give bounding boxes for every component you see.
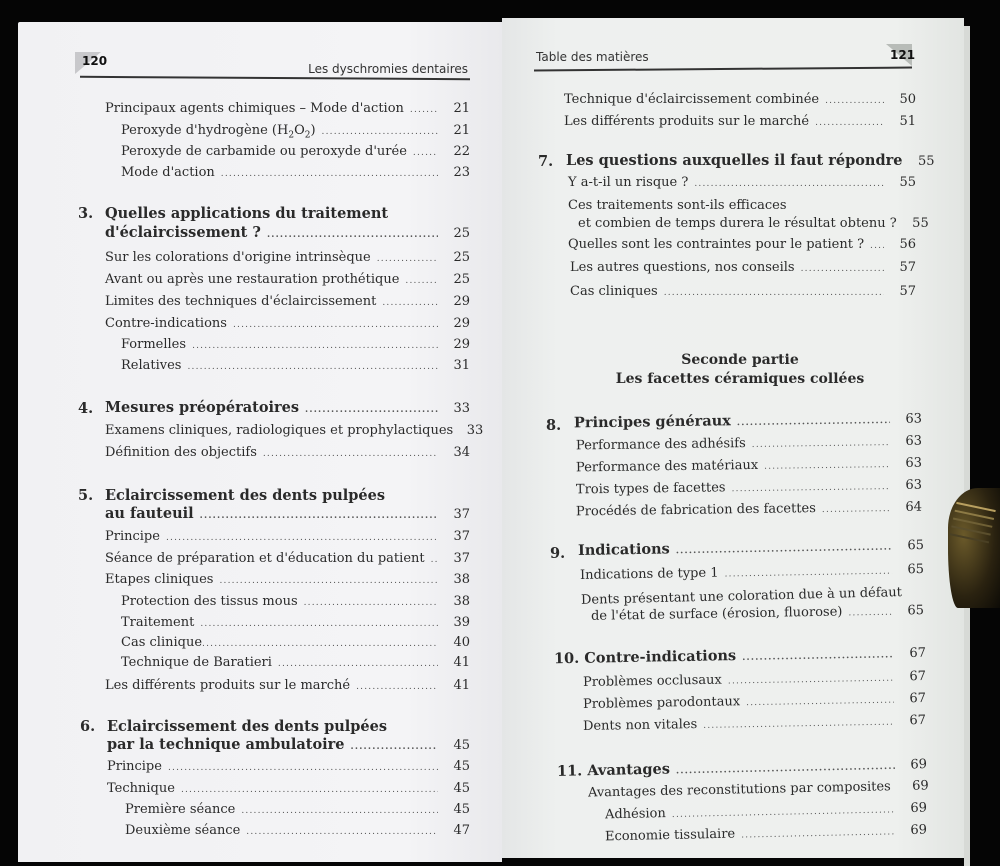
entry-label: Deuxième séance <box>125 823 240 839</box>
chapter-number: 7. <box>538 153 553 170</box>
dot-leader <box>181 782 438 798</box>
toc-entry[interactable] <box>583 669 926 692</box>
toc-entry[interactable] <box>105 678 470 695</box>
toc-entry[interactable] <box>121 615 470 632</box>
dot-leader <box>278 656 438 672</box>
entry-label: Cas cliniques <box>570 284 658 300</box>
toc-entry[interactable] <box>578 216 916 233</box>
entry-label: Economie tissulaire <box>605 827 735 846</box>
chapter-number: 8. <box>546 417 561 434</box>
page-ref: 25 <box>444 226 470 242</box>
dot-leader <box>731 479 890 497</box>
toc-entry[interactable] <box>121 123 470 144</box>
page-ref: 21 <box>444 101 470 117</box>
toc-entry[interactable] <box>121 358 470 375</box>
entry-label: Avant ou après une restauration prothétique <box>105 272 399 288</box>
entry-label: Traitement <box>121 615 194 631</box>
toc-entry[interactable] <box>121 144 470 161</box>
chapter-title: Quelles applications du traitement <box>105 205 388 222</box>
page-ref: 25 <box>444 250 470 266</box>
entry-label: Relatives <box>121 358 181 374</box>
part-heading: Seconde partie <box>590 352 890 368</box>
dot-leader <box>672 802 895 823</box>
entry-label: Formelles <box>121 337 186 353</box>
entry-label: Principe <box>107 759 162 775</box>
page-ref: 55 <box>890 175 916 191</box>
chapter-number: 4. <box>78 400 93 417</box>
entry-label: Performance des adhésifs <box>576 436 746 454</box>
page-ref: 29 <box>444 337 470 353</box>
page-ref: 25 <box>444 272 470 288</box>
page-ref: 37 <box>444 529 470 545</box>
dot-leader <box>801 261 884 277</box>
toc-entry[interactable] <box>591 603 924 626</box>
page-ref: 51 <box>890 114 916 130</box>
dot-leader <box>263 446 438 462</box>
toc-chapter[interactable] <box>574 411 922 434</box>
toc-entry[interactable] <box>570 260 916 277</box>
toc-entry[interactable] <box>580 562 924 585</box>
page-edge <box>964 26 970 866</box>
entry-label: Protection des tissus mous <box>121 594 298 610</box>
page-ref: 37 <box>444 507 470 523</box>
dot-leader <box>322 124 438 140</box>
chapter-number: 6. <box>80 718 95 735</box>
toc-entry[interactable] <box>568 237 916 254</box>
page-ref: 50 <box>890 92 916 108</box>
dot-leader <box>304 595 438 611</box>
page-ref: 64 <box>896 500 922 516</box>
dot-leader <box>431 552 438 568</box>
running-title: Les dyschromies dentaires <box>308 62 468 76</box>
header-rule <box>80 76 470 80</box>
dot-leader <box>741 824 895 843</box>
toc-entry[interactable] <box>121 165 470 182</box>
toc-entry[interactable] <box>576 456 922 478</box>
entry-label: Indications de type 1 <box>580 566 719 584</box>
toc-chapter[interactable] <box>105 400 470 418</box>
dot-leader <box>676 759 895 780</box>
page-ref: 39 <box>444 615 470 631</box>
page-ref: 67 <box>900 669 926 685</box>
chapter-title: Eclaircissement des dents pulpées <box>105 487 385 504</box>
toc-entry[interactable] <box>105 294 470 311</box>
page-ref: 69 <box>901 823 927 840</box>
dot-leader <box>410 102 438 118</box>
dot-leader <box>724 564 892 583</box>
entry-label: Dents non vitales <box>583 717 697 735</box>
page-ref: 40 <box>444 635 470 651</box>
header-rule <box>534 67 912 71</box>
bookmark-clip <box>948 488 1000 608</box>
page-ref: 57 <box>890 284 916 300</box>
toc-entry[interactable] <box>105 272 470 289</box>
dot-leader <box>305 402 438 418</box>
dot-leader <box>664 285 884 301</box>
toc-chapter[interactable] <box>107 737 470 755</box>
toc-entry[interactable] <box>568 175 916 192</box>
page-ref: 65 <box>898 562 924 578</box>
dot-leader <box>848 605 892 622</box>
entry-label: au fauteuil <box>105 506 194 522</box>
dot-leader <box>825 93 884 109</box>
entry-label: Sur les colorations d'origine intrinsèque <box>105 250 371 266</box>
dot-leader <box>377 251 438 267</box>
page-ref: 45 <box>444 802 470 818</box>
page-ref: 63 <box>896 478 922 494</box>
entry-label: Première séance <box>125 802 235 818</box>
entry-label: Limites des techniques d'éclaircissement <box>105 294 376 310</box>
page-ref: 21 <box>444 123 470 139</box>
dot-leader <box>413 145 438 161</box>
chapter-number: 5. <box>78 487 93 504</box>
toc-entry[interactable] <box>105 551 470 568</box>
entry-label: Indications <box>578 541 670 559</box>
entry-label: Mesures préopératoires <box>105 400 299 416</box>
toc-chapter[interactable] <box>557 756 927 782</box>
page-number: 121 <box>890 48 915 62</box>
page-ref: 56 <box>890 237 916 253</box>
toc-entry[interactable] <box>570 284 916 301</box>
dot-leader <box>742 647 894 666</box>
entry-label: Les différents produits sur le marché <box>105 678 350 694</box>
toc-entry[interactable] <box>576 478 922 500</box>
dot-leader <box>703 715 894 734</box>
page-ref: 69 <box>901 757 927 774</box>
dot-leader <box>241 803 438 819</box>
page-ref: 47 <box>444 823 470 839</box>
entry-label: Peroxyde de carbamide ou peroxyde d'urée <box>121 144 407 160</box>
dot-leader <box>746 693 894 712</box>
toc-entry[interactable] <box>121 655 470 672</box>
toc-entry[interactable] <box>583 691 926 714</box>
dot-leader <box>356 679 438 695</box>
dot-leader <box>676 540 892 560</box>
dot-leader <box>187 359 438 375</box>
toc-entry-line1: Dents présentant une coloration due à un défaut <box>581 585 902 608</box>
toc-entry[interactable] <box>121 635 470 652</box>
dot-leader <box>200 616 438 632</box>
entry-label: Adhésion <box>605 806 666 823</box>
chapter-number: 9. <box>550 545 565 562</box>
entry-label: et combien de temps durera le résultat obtenu ? <box>578 216 897 232</box>
toc-chapter[interactable] <box>566 153 916 171</box>
toc-entry[interactable] <box>583 713 926 736</box>
dot-leader <box>351 739 438 755</box>
entry-label: Les questions auxquelles il faut répondre <box>566 153 902 169</box>
entry-label: par la technique ambulatoire <box>107 737 345 753</box>
entry-label: Les différents produits sur le marché <box>564 114 809 130</box>
dot-leader <box>192 338 438 354</box>
toc-entry-line1: Ces traitements sont-ils efficaces <box>568 198 787 213</box>
page-ref: 55 <box>908 154 934 170</box>
page-ref: 63 <box>896 412 922 428</box>
toc-entry[interactable] <box>105 423 470 440</box>
entry-label: Problèmes parodontaux <box>583 694 740 713</box>
entry-label: Mode d'action <box>121 165 215 181</box>
entry-label: d'éclaircissement ? <box>105 225 261 241</box>
dot-leader <box>267 227 438 243</box>
dot-leader <box>168 760 438 776</box>
dot-leader <box>752 435 890 453</box>
toc-entry[interactable] <box>125 823 470 840</box>
toc-entry[interactable] <box>588 778 927 802</box>
page-ref: 55 <box>903 216 929 232</box>
entry-label: 11. Avantages <box>557 762 670 780</box>
toc-entry[interactable] <box>105 101 470 118</box>
page-ref: 22 <box>444 144 470 160</box>
page-ref: 67 <box>900 713 926 729</box>
entry-label: de l'état de surface (érosion, fluorose) <box>591 605 843 625</box>
entry-label: Quelles sont les contraintes pour le patient ? <box>568 237 864 253</box>
dot-leader <box>728 671 894 690</box>
toc-entry[interactable] <box>121 594 470 611</box>
dot-leader <box>221 166 438 182</box>
dot-leader <box>219 573 438 589</box>
entry-label: Technique <box>107 781 175 797</box>
page-ref: 65 <box>898 538 924 554</box>
dot-leader <box>822 501 890 518</box>
toc-entry[interactable] <box>121 337 470 354</box>
page-ref: 45 <box>444 738 470 754</box>
entry-label: 10. Contre-indications <box>554 648 736 667</box>
entry-label: Trois types de facettes <box>576 480 726 498</box>
page-ref: 41 <box>444 655 470 671</box>
entry-label: Séance de préparation et d'éducation du patient <box>105 551 425 567</box>
entry-label: Etapes cliniques <box>105 572 213 588</box>
dot-leader <box>382 295 438 311</box>
running-title: Table des matières <box>536 50 649 64</box>
page-ref: 63 <box>896 434 922 450</box>
toc-entry[interactable] <box>107 781 470 798</box>
chapter-number: 10. <box>554 650 580 667</box>
page-ref: 29 <box>444 294 470 310</box>
toc-entry[interactable] <box>576 500 922 522</box>
chapter-number: 3. <box>78 205 93 222</box>
toc-chapter[interactable] <box>578 537 924 561</box>
entry-label: Performance des matériaux <box>576 458 758 477</box>
toc-entry[interactable] <box>105 572 470 589</box>
entry-label: Cas clinique <box>121 635 202 651</box>
page-ref: 33 <box>457 423 483 439</box>
chapter-number: 11. <box>557 762 583 780</box>
entry-label: Procédés de fabrication des facettes <box>576 501 816 520</box>
page-ref: 41 <box>444 678 470 694</box>
entry-label: Technique d'éclaircissement combinée <box>564 92 819 108</box>
toc-entry[interactable] <box>105 316 470 333</box>
page-ref: 45 <box>444 759 470 775</box>
toc-entry[interactable] <box>576 434 922 456</box>
left-page <box>18 22 502 862</box>
toc-entry[interactable] <box>564 114 916 131</box>
entry-label: Définition des objectifs <box>105 445 257 461</box>
toc-entry[interactable] <box>105 445 470 462</box>
page-ref: 57 <box>890 260 916 276</box>
page-ref: 29 <box>444 316 470 332</box>
toc-entry[interactable] <box>564 92 916 109</box>
dot-leader <box>737 413 890 431</box>
right-page <box>502 18 964 858</box>
page-ref: 67 <box>900 691 926 707</box>
page-ref: 38 <box>444 572 470 588</box>
page-ref: 38 <box>444 594 470 610</box>
toc-chapter[interactable] <box>105 225 470 243</box>
chapter-title: Eclaircissement des dents pulpées <box>107 718 387 735</box>
toc-chapter[interactable] <box>105 506 470 524</box>
entry-label: Principaux agents chimiques – Mode d'action <box>105 101 404 117</box>
dot-leader <box>764 457 890 475</box>
entry-label: Avantages des reconstitutions par composites <box>588 779 891 801</box>
entry-label: Problèmes occlusaux <box>583 673 722 691</box>
page-ref: 33 <box>444 401 470 417</box>
dot-leader <box>246 824 438 840</box>
dot-leader <box>233 317 438 333</box>
page-ref: 31 <box>444 358 470 374</box>
dot-leader <box>405 273 438 289</box>
toc-entry[interactable] <box>107 759 470 776</box>
page-ref: 69 <box>903 778 929 795</box>
page-ref: 69 <box>901 801 927 818</box>
dot-leader <box>166 530 438 546</box>
toc-chapter[interactable] <box>554 645 926 669</box>
toc-entry[interactable] <box>605 823 927 847</box>
page-ref: 63 <box>896 456 922 472</box>
page-ref: 45 <box>444 781 470 797</box>
page-ref: 67 <box>900 646 926 662</box>
page-number: 120 <box>82 54 107 68</box>
entry-label: Principe <box>105 529 160 545</box>
toc-entry[interactable] <box>105 250 470 267</box>
toc-entry[interactable] <box>605 801 927 825</box>
page-ref: 23 <box>444 165 470 181</box>
page-ref: 37 <box>444 551 470 567</box>
entry-label: Peroxyde d'hydrogène $(H_2O_2)$ <box>121 123 316 144</box>
dot-leader <box>202 636 438 652</box>
entry-label: Examens cliniques, radiologiques et prophylactiques <box>105 423 453 439</box>
part-title: Les facettes céramiques collées <box>590 371 890 387</box>
dot-leader <box>815 115 884 131</box>
entry-label: Y a-t-il un risque ? <box>568 175 688 191</box>
dot-leader <box>694 176 884 192</box>
toc-entry[interactable] <box>105 529 470 546</box>
page-ref: 65 <box>898 603 924 619</box>
dot-leader <box>200 508 438 524</box>
dot-leader <box>870 238 884 254</box>
entry-label: Contre-indications <box>105 316 227 332</box>
entry-label: Principes généraux <box>574 413 731 431</box>
entry-label: Les autres questions, nos conseils <box>570 260 795 276</box>
toc-entry[interactable] <box>125 802 470 819</box>
page-ref: 34 <box>444 445 470 461</box>
entry-label: Technique de Baratieri <box>121 655 272 671</box>
